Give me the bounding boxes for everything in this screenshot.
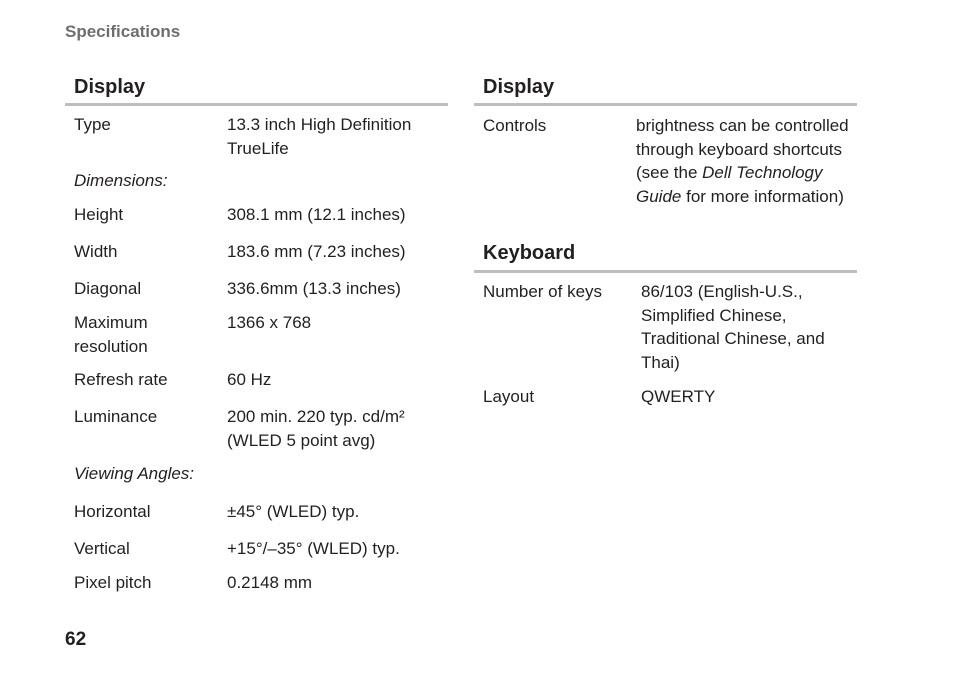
controls-value-text-2: for more information) bbox=[681, 186, 844, 206]
layout-label: Layout bbox=[483, 387, 535, 406]
max-resolution-value: 1366 x 768 bbox=[227, 313, 312, 332]
refresh-rate-value: 60 Hz bbox=[227, 370, 272, 389]
keyboard-title-rule bbox=[474, 270, 857, 273]
display-title-right: Display bbox=[483, 76, 555, 98]
luminance-label: Luminance bbox=[74, 407, 158, 426]
keyboard-title: Keyboard bbox=[483, 242, 576, 264]
type-label: Type bbox=[74, 115, 111, 134]
type-value: 13.3 inch High Definition TrueLife bbox=[227, 115, 412, 158]
display-title-rule bbox=[65, 103, 448, 106]
width-label: Width bbox=[74, 242, 118, 261]
diagonal-label: Diagonal bbox=[74, 279, 142, 298]
layout-value: QWERTY bbox=[641, 387, 716, 406]
pixel-pitch-value: 0.2148 mm bbox=[227, 573, 313, 592]
luminance-value: 200 min. 220 typ. cd/m² (WLED 5 point avg) bbox=[227, 407, 405, 450]
height-label: Height bbox=[74, 205, 124, 224]
dell-technology-guide-reference: Dell Technology Guide bbox=[636, 163, 823, 206]
vertical-label: Vertical bbox=[74, 539, 130, 558]
refresh-rate-label: Refresh rate bbox=[74, 370, 168, 389]
vertical-value: +15°/–35° (WLED) typ. bbox=[227, 539, 400, 558]
number-of-keys-value: 86/103 (English-U.S., Simplified Chinese, Traditional Chinese, and Thai) bbox=[641, 282, 825, 372]
horizontal-value: ±45° (WLED) typ. bbox=[227, 502, 360, 521]
pixel-pitch-label: Pixel pitch bbox=[74, 573, 152, 592]
viewing-angles-subheading: Viewing Angles: bbox=[74, 464, 195, 483]
display-title: Display bbox=[74, 76, 146, 98]
max-resolution-label: Maximum resolution bbox=[74, 313, 148, 356]
section-header-label: Specifications bbox=[65, 22, 181, 41]
display-title-rule-right bbox=[474, 103, 857, 106]
controls-value bbox=[636, 114, 851, 208]
height-value: 308.1 mm (12.1 inches) bbox=[227, 205, 406, 224]
page-number: 62 bbox=[65, 629, 87, 650]
diagonal-value: 336.6mm (13.3 inches) bbox=[227, 279, 401, 298]
dimensions-subheading: Dimensions: bbox=[74, 171, 168, 190]
controls-value-text-1: brightness can be controlled through keyboard shortcuts (see the bbox=[636, 116, 849, 182]
width-value: 183.6 mm (7.23 inches) bbox=[227, 242, 406, 261]
horizontal-label: Horizontal bbox=[74, 502, 151, 521]
controls-label: Controls bbox=[483, 116, 547, 135]
number-of-keys-label: Number of keys bbox=[483, 282, 603, 301]
